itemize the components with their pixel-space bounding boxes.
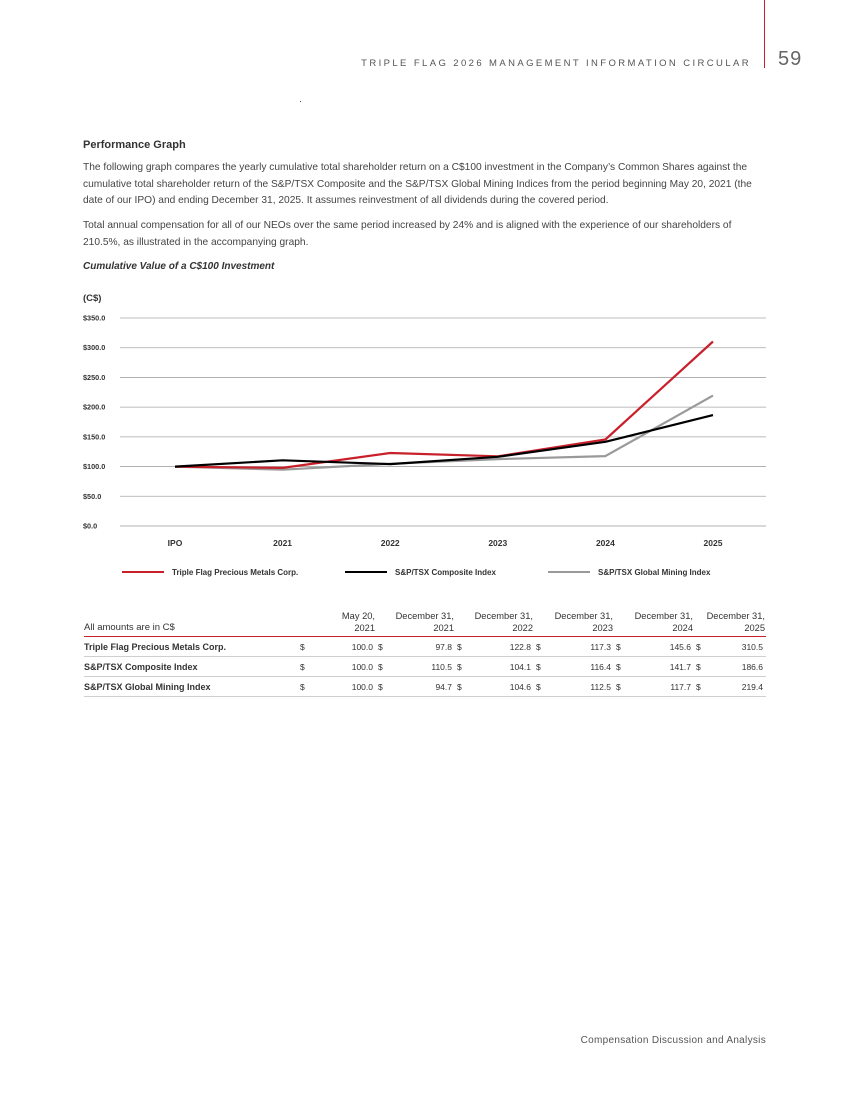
- compensation-paragraph: Total annual compensation for all of our NEOs over the same period increased by 24% and is aligned with the experience of our shareholders of 210.5%, as illustrated in the accompanying graph.: [83, 220, 732, 248]
- y-tick-label: $150.0: [83, 432, 106, 442]
- x-tick-label: 2023: [488, 538, 508, 548]
- cell-value: 100.0: [306, 657, 376, 677]
- currency-symbol: $: [614, 637, 622, 657]
- y-tick-label: $250.0: [83, 372, 106, 382]
- cell-value: 104.1: [463, 657, 534, 677]
- y-axis-unit-label: (C$): [83, 293, 102, 304]
- y-tick-label: $300.0: [83, 343, 106, 353]
- y-tick-label: $50.0: [83, 491, 102, 501]
- cell-value: 122.8: [463, 637, 534, 657]
- performance-table: [84, 610, 766, 697]
- intro-paragraph: The following graph compares the yearly cumulative total shareholder return on a C$100 investment in the Company’s Common Shares against the cumulative total shareholder return of the S&P/TSX Composite and the S&P/TSX Global Mining Indices from the period beginning May 20, 2021 (the date of our IPO) and ending December 31, 2025. It assumes reinvestment of all dividends during the covered period.: [83, 162, 752, 206]
- cell-value: 110.5: [384, 657, 455, 677]
- cell-value: 141.7: [622, 657, 694, 677]
- y-tick-label: $200.0: [83, 402, 106, 412]
- cell-value: 186.6: [702, 657, 766, 677]
- legend-label: S&P/TSX Composite Index: [395, 568, 496, 577]
- y-tick-label: $100.0: [83, 462, 106, 472]
- currency-symbol: $: [376, 637, 384, 657]
- table-row: [84, 637, 766, 657]
- header-title: TRIPLE FLAG 2026 MANAGEMENT INFORMATION CIRCULAR: [361, 58, 751, 69]
- currency-symbol: $: [376, 677, 384, 697]
- table-row: [84, 677, 766, 697]
- cell-value: 116.4: [542, 657, 614, 677]
- series-line: [175, 342, 713, 468]
- currency-symbol: $: [694, 637, 702, 657]
- currency-symbol: $: [614, 657, 622, 677]
- x-tick-label: 2025: [703, 538, 723, 548]
- currency-symbol: $: [534, 677, 542, 697]
- cell-value: 97.8: [384, 637, 455, 657]
- cell-value: 117.3: [542, 637, 614, 657]
- chart-title: Cumulative Value of a C$100 Investment: [83, 261, 275, 272]
- cell-value: 112.5: [542, 677, 614, 697]
- table-header-label: All amounts are in C$: [84, 622, 175, 633]
- column-header: December 31, 2024: [634, 611, 693, 633]
- series-line: [175, 396, 713, 470]
- footer-section-label: Compensation Discussion and Analysis: [580, 1035, 766, 1046]
- x-tick-label: 2021: [273, 538, 293, 548]
- cell-value: 219.4: [702, 677, 766, 697]
- table-header-row: [84, 610, 766, 637]
- table-row: [84, 657, 766, 677]
- row-name: S&P/TSX Composite Index: [84, 657, 298, 677]
- currency-symbol: $: [694, 677, 702, 697]
- y-tick-label: $350.0: [83, 313, 106, 323]
- row-name: Triple Flag Precious Metals Corp.: [84, 637, 298, 657]
- row-name: S&P/TSX Global Mining Index: [84, 677, 298, 697]
- cell-value: 100.0: [306, 637, 376, 657]
- currency-symbol: $: [298, 637, 306, 657]
- legend-label: Triple Flag Precious Metals Corp.: [172, 568, 299, 577]
- currency-symbol: $: [694, 657, 702, 677]
- x-tick-label: 2024: [595, 538, 615, 548]
- cell-value: 104.6: [463, 677, 534, 697]
- column-header: December 31, 2025: [706, 611, 765, 633]
- currency-symbol: $: [376, 657, 384, 677]
- currency-symbol: $: [614, 677, 622, 697]
- currency-symbol: $: [455, 637, 463, 657]
- currency-symbol: $: [534, 637, 542, 657]
- column-header: December 31, 2022: [474, 611, 533, 633]
- currency-symbol: $: [455, 657, 463, 677]
- page-number: 59: [778, 48, 803, 70]
- legend-label: S&P/TSX Global Mining Index: [598, 568, 711, 577]
- currency-symbol: $: [298, 677, 306, 697]
- cell-value: 100.0: [306, 677, 376, 697]
- x-tick-label: IPO: [167, 538, 183, 548]
- cell-value: 145.6: [622, 637, 694, 657]
- currency-symbol: $: [298, 657, 306, 677]
- cell-value: 94.7: [384, 677, 455, 697]
- currency-symbol: $: [534, 657, 542, 677]
- section-heading: Performance Graph: [83, 139, 186, 151]
- x-tick-label: 2022: [380, 538, 400, 548]
- column-header: December 31, 2021: [395, 611, 454, 633]
- cell-value: 310.5: [702, 637, 766, 657]
- currency-symbol: $: [455, 677, 463, 697]
- column-header: May 20, 2021: [341, 611, 375, 633]
- y-tick-label: $0.0: [83, 521, 98, 531]
- column-header: December 31, 2023: [554, 611, 613, 633]
- cell-value: 117.7: [622, 677, 694, 697]
